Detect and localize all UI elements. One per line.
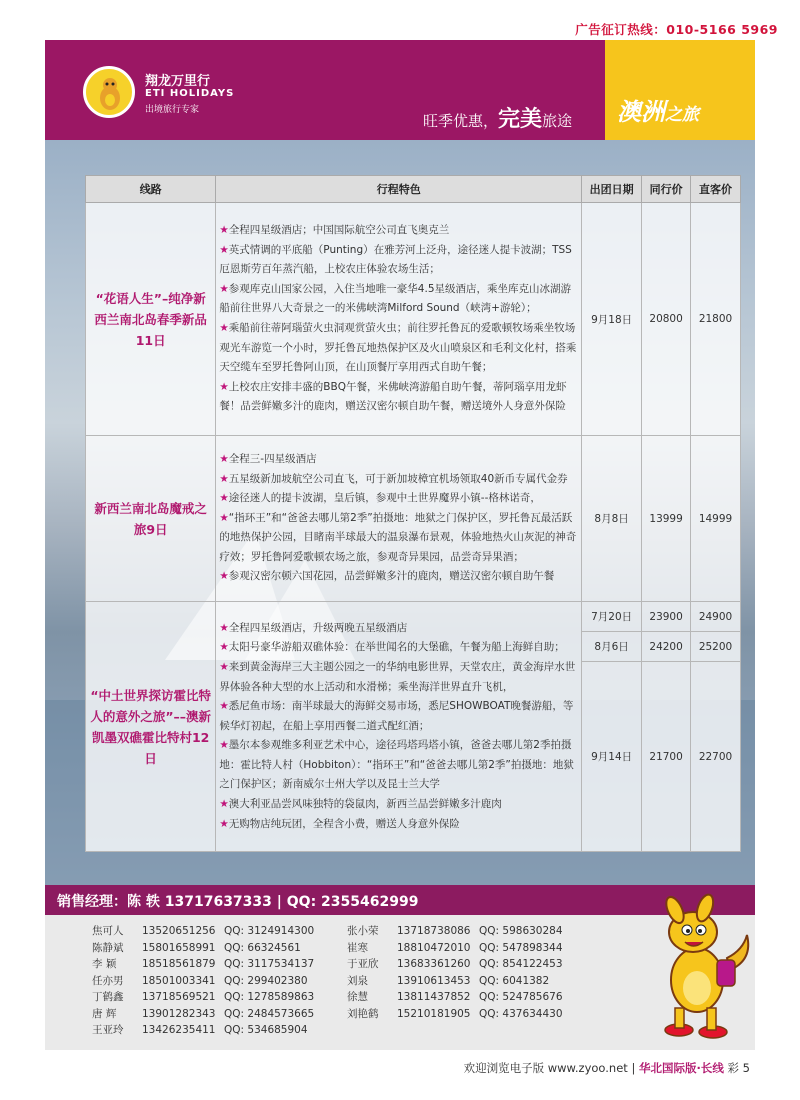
feature-line: ★上校农庄安排丰盛的BBQ午餐，米佛峡湾游船自助午餐，蒂阿瑙享用龙虾餐！品尝鲜嫩多汁的鹿肉，赠送汉密尔顿自助午餐，赠送境外人身意外保险 (219, 380, 567, 413)
feature-line: ★墨尔本参观维多利亚艺术中心，途径玛塔玛塔小镇，爸爸去哪儿第2季拍摄地：霍比特人村（Hobbiton）：“指环王”和“爸爸去哪儿第2季”拍摄地：地狱之门保护区；新南威尔士州大学以及昆士兰大学 (219, 739, 574, 791)
guest-price: 21800 (691, 203, 741, 436)
departure-date: 9月18日 (582, 203, 642, 436)
feature-line: ★参观汉密尔顿六国花园，品尝鲜嫩多汁的鹿肉，赠送汉密尔顿自助午餐 (219, 570, 555, 583)
footer-separator: | (627, 1061, 639, 1075)
table-row (86, 436, 741, 602)
departure-date: 9月14日 (582, 662, 642, 852)
peer-price: 24200 (642, 632, 691, 662)
route-features (216, 203, 582, 436)
departure-date: 8月6日 (582, 632, 642, 662)
contact-row: 王亚玲 13426235411 QQ: 534685904 (92, 1024, 308, 1036)
brand-chinese-name: 翔龙万里行 (145, 74, 211, 89)
brand-english-name: ETI HOLIDAYS (145, 88, 235, 99)
slogan-part-c: 旅途 (542, 112, 573, 130)
section-tab-title (617, 92, 699, 127)
routes-table (85, 175, 741, 852)
feature-line: ★途径迷人的提卡波湖，皇后镇，参观中土世界魔界小镇--格林诺奇， (219, 492, 541, 505)
peer-price: 23900 (642, 602, 691, 632)
contact-row: 焦可人 13520651256 QQ: 3124914300 (92, 925, 315, 937)
slogan (423, 102, 572, 133)
contacts-column-right (347, 923, 563, 1022)
feature-line: ★澳大利亚品尝风味独特的袋鼠肉，新西兰品尝鲜嫩多汁鹿肉 (219, 798, 502, 811)
footer-website: 欢迎浏览电子版 www.zyoo.net (463, 1061, 628, 1075)
feature-line: ★英式情调的平底船（Punting）在雅芳河上泛舟，途径迷人提卡波湖；TSS厄恩斯劳百年蒸汽船，上校农庄体验农场生活； (219, 243, 572, 276)
departure-date: 8月8日 (582, 436, 642, 602)
header-route: 线路 (86, 176, 216, 203)
page-frame (45, 40, 755, 1050)
contact-row: 李 颖 18518561879 QQ: 3117534137 (92, 958, 315, 970)
contact-row: 唐 辉 13901282343 QQ: 2484573665 (92, 1007, 315, 1020)
contacts-column-left (92, 923, 314, 1039)
footer-edition: 华北国际版·长线 (638, 1061, 724, 1075)
brand-subtitle: 出境旅行专家 (145, 105, 200, 115)
page-footer (0, 1058, 800, 1080)
feature-line: ★无购物店纯玩团，全程含小费，赠送人身意外保险 (219, 817, 460, 830)
guest-price: 25200 (691, 632, 741, 662)
feature-line: ★五星级新加坡航空公司直飞，可于新加坡樟宜机场领取40新币专属代金券 (219, 472, 568, 485)
contact-row: 任亦男 18501003341 QQ: 299402380 (92, 974, 308, 987)
header-peer-price: 同行价 (642, 176, 691, 203)
contact-row: 陈静斌 15801658991 QQ: 66324561 (92, 941, 301, 954)
route-name: 新西兰南北岛魔戒之旅9日 (86, 436, 216, 602)
contact-row: 崔寒 18810472010 QQ: 547898344 (347, 941, 563, 954)
header-guest-price: 直客价 (691, 176, 741, 203)
feature-line: ★全程四星级酒店；中国国际航空公司直飞奥克兰 (219, 224, 450, 237)
guest-price: 22700 (691, 662, 741, 852)
feature-line: ★全程四星级酒店，升级两晚五星级酒店 (219, 621, 408, 634)
contact-row: 张小荣 13718738086 QQ: 598630284 (347, 925, 563, 937)
feature-line: ★太阳号豪华游船双礁体验：在举世闻名的大堡礁，午餐为船上海鲜自助； (219, 641, 565, 654)
route-features (216, 436, 582, 602)
ad-hotline: 广告征订热线：010-5166 5969 (575, 22, 778, 37)
slogan-part-b: 完美 (498, 107, 543, 132)
route-features (216, 602, 582, 852)
feature-line: ★乘船前往蒂阿瑙萤火虫洞观赏萤火虫；前往罗托鲁瓦的爱歌顿牧场乘坐牧场观光车游览一个小时，罗托鲁瓦地热保护区及火山喷泉区和毛利文化村，搭乘天空缆车至罗托鲁阿山顶，在山顶餐厅享用西式自助午餐； (219, 322, 577, 374)
table-header-row (86, 176, 741, 203)
feature-line: ★全程三-四星级酒店 (219, 452, 317, 465)
tab-title-main: 澳洲 (617, 98, 665, 126)
table-row (86, 203, 741, 436)
contacts-panel (45, 915, 755, 1050)
peer-price: 20800 (642, 203, 691, 436)
contact-row: 丁鹤鑫 13718569521 QQ: 1278589863 (92, 991, 315, 1003)
guest-price: 14999 (691, 436, 741, 602)
feature-line: ★参观库克山国家公园，入住当地唯一豪华4.5星级酒店，乘坐库克山冰湖游船前往世界八大奇景之一的米佛峡湾Milford Sound（峡湾+游轮）； (219, 282, 571, 315)
route-name: “中土世界探访霍比特人的意外之旅”––澳新凯墨双礁霍比特村12日 (86, 602, 216, 852)
table-row (86, 602, 741, 632)
peer-price: 13999 (642, 436, 691, 602)
peer-price: 21700 (642, 662, 691, 852)
header-features: 行程特色 (216, 176, 582, 203)
kangaroo-logo-icon (83, 66, 135, 118)
header-date: 出团日期 (582, 176, 642, 203)
feature-line: ★“指环王”和“爸爸去哪儿第2季”拍摄地：地狱之门保护区，罗托鲁瓦最活跃的地热保护公园，目睹南半球最大的温泉瀑布景观，体验地热火山灰泥的神奇疗效；罗托鲁阿爱歌顿农场之旅，参观奇异果园，品尝奇异果酒； (219, 511, 577, 563)
feature-line: ★来到黄金海岸三大主题公园之一的华纳电影世界，天堂农庄，黄金海岸水世界体验各种大型的水上活动和水滑梯；乘坐海洋世界直升飞机， (219, 660, 576, 693)
top-bar (0, 0, 800, 40)
footer-page-number: 彩 5 (723, 1061, 750, 1075)
contact-row: 刘泉 13910613453 QQ: 6041382 (347, 974, 550, 987)
guest-price: 24900 (691, 602, 741, 632)
feature-line: ★悉尼鱼市场：南半球最大的海鲜交易市场，悉尼SHOWBOAT晚餐游船，等候华灯初起，在船上享用西餐二道式配红酒； (219, 700, 574, 732)
tab-title-suffix: 之旅 (665, 105, 699, 125)
section-tab (605, 40, 755, 140)
sales-manager-text: 销售经理：陈 轶 13717637333 | QQ: 2355462999 (57, 894, 419, 910)
header-banner (45, 40, 755, 140)
contact-row: 刘艳鹤 15210181905 QQ: 437634430 (347, 1007, 563, 1020)
departure-date: 7月20日 (582, 602, 642, 632)
slogan-part-a: 旺季优惠， (423, 112, 499, 130)
contact-row: 徐慧 13811437852 QQ: 524785676 (347, 991, 563, 1003)
contact-row: 于亚欣 13683361260 QQ: 854122453 (347, 958, 563, 970)
kangaroo-mascot-icon (635, 880, 755, 1050)
footer-text (464, 1060, 750, 1076)
route-name: “花语人生”–纯净新西兰南北岛春季新品11日 (86, 203, 216, 436)
